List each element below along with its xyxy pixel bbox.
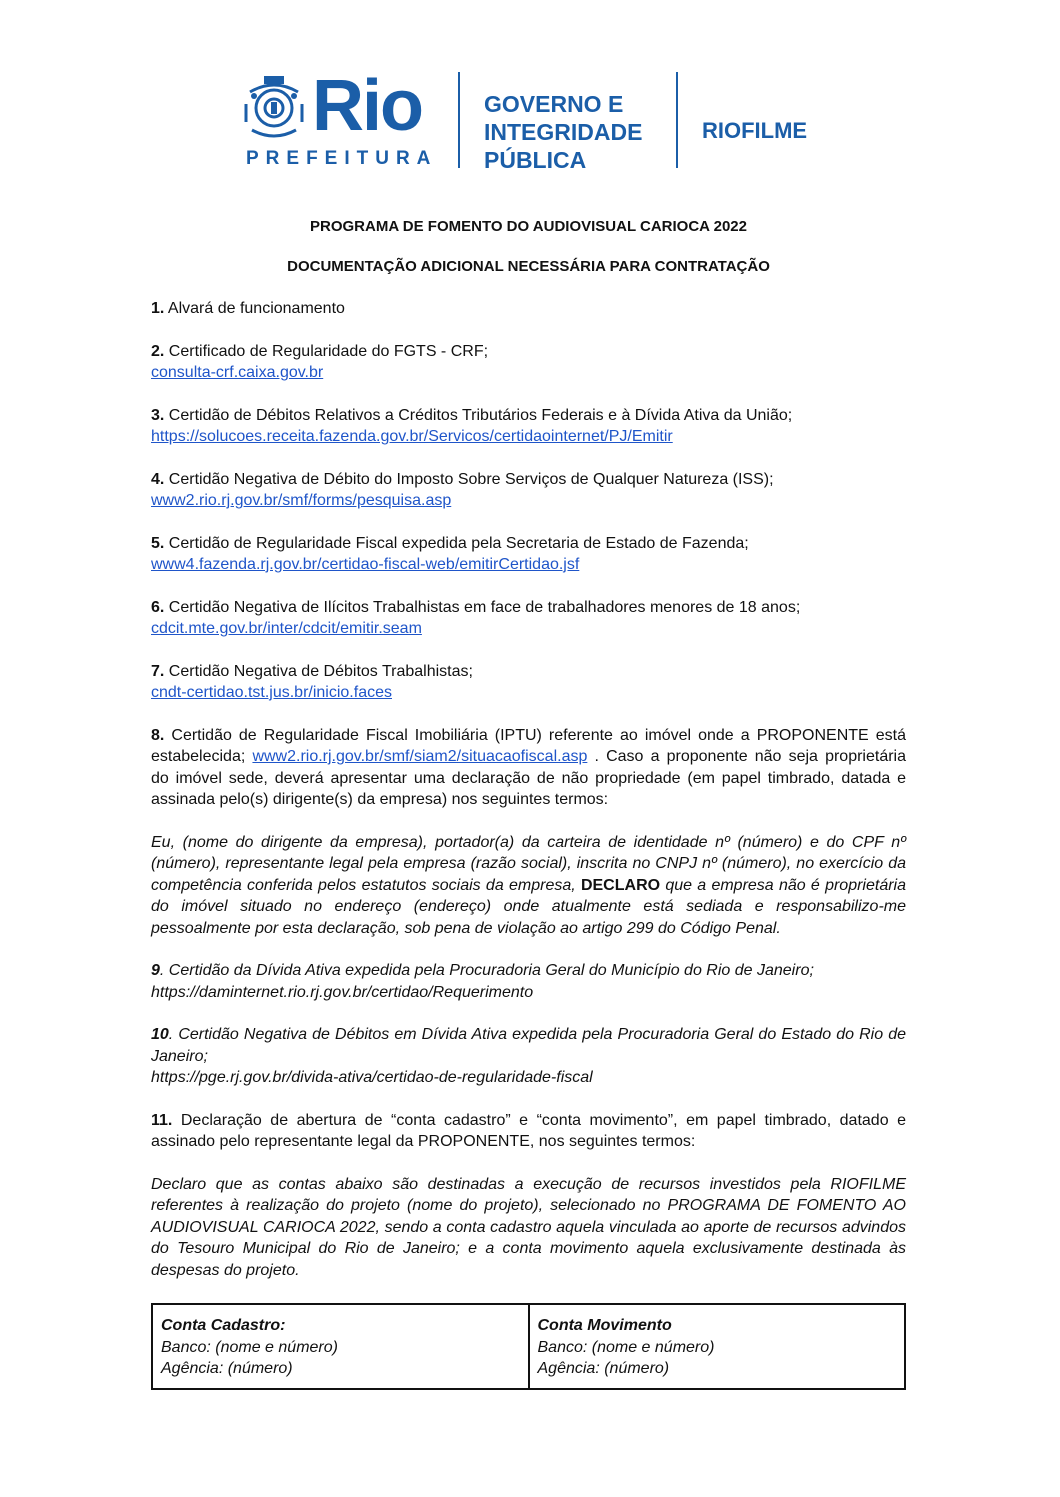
item-text: . Certidão Negativa de Débitos em Dívida Ativa expedida pela Procuradoria Geral do Estado do Rio de Janeiro; [151,1026,906,1065]
program-title: PROGRAMA DE FOMENTO DO AUDIOVISUAL CARIOCA 2022 [310,218,747,235]
list-item-6 [151,597,906,640]
item-link[interactable]: cdcit.mte.gov.br/inter/cdcit/emitir.seam [151,620,422,637]
item-text: Certidão Negativa de Ilícitos Trabalhistas em face de trabalhadores menores de 18 anos; [164,598,801,616]
list-item-3 [151,405,906,448]
item-text: . Certidão da Dívida Ativa expedida pela Procuradoria Geral do Município do Rio de Janeiro; [159,962,814,979]
cell-line: Banco: (nome e número) [161,1338,338,1356]
item-number: 10 [151,1026,169,1043]
item-text: Certidão de Regularidade Fiscal expedida pela Secretaria de Estado de Fazenda; [164,534,749,552]
item-link[interactable]: consulta-crf.caixa.gov.br [151,364,324,381]
item-number: 2. [151,342,165,360]
item-text: Certidão de Regularidade Fiscal Imobiliária (IPTU) referente ao imóvel onde a PROPONENTE está estabelecida; [151,726,906,765]
rio-wordmark: Rio [312,66,422,146]
list-item-10 [151,1024,906,1089]
prefeitura-rio-logo [240,66,440,170]
list-item-9 [151,960,906,1003]
item-url: https://daminternet.rio.rj.gov.br/certidao/Requerimento [151,983,534,1001]
list-item-11 [151,1110,906,1153]
list-item-2 [151,341,906,384]
list-item-5 [151,533,906,576]
non-property-declaration [151,832,906,940]
governo-integridade-label [484,90,642,174]
header-divider [676,72,678,168]
cell-line: Agência: (número) [161,1360,293,1377]
riofilme-label: RIOFILME [702,118,808,143]
item-link[interactable]: www4.fazenda.rj.gov.br/certidao-fiscal-web/emitirCertidao.jsf [151,556,580,573]
item-text: Declaração de abertura de “conta cadastro” e “conta movimento”, em papel timbrado, datado e assinado pelo representante legal da PROPONENTE, nos seguintes termos: [151,1111,906,1150]
cell-line: Agência: (número) [537,1360,670,1377]
item-number: 7. [151,662,165,680]
item-number: 1. [151,300,165,317]
declaration-text: Declaro que as contas abaixo são destinadas a execução de recursos investidos pela RIOFILME referentes à realização do projeto (nome do projeto), selecionado no PROGRAMA DE FOMENTO AO AUDIOVISUAL CARIOCA 2022, sendo a conta cadastro aquela vinculada ao aporte de recursos advindos do Tesouro Municipal do Rio de Janeiro; e a conta movimento aquela exclusivamente destinada às despesas do projeto. [151,1175,906,1279]
cell-line: Banco: (nome e número) [537,1338,715,1356]
declaration-text: Eu, (nome do dirigente da empresa), portador(a) da carteira de identidade nº (número) e do CPF nº (número), representante legal pela empresa (razão social), inscrita no CNPJ nº (número), no exercício da competência conferida pelos estatutos sociais da empresa, [151,833,906,894]
gov-line-2: INTEGRIDADE [484,119,643,145]
gov-line-3: PÚBLICA [484,147,587,173]
declaro-word: DECLARO [580,876,661,894]
item-number: 4. [151,470,165,488]
declaration-text: que a empresa não é proprietária do imóvel situado no endereço (endereço) onde atualmente está sediada e responsabilizo-me pessoalmente por esta declaração, sob pena de violação ao artigo 299 do Código Penal. [151,876,906,937]
document-body [151,216,906,1390]
cell-title: Conta Movimento [537,1317,672,1334]
accounts-table [151,1303,906,1390]
city-crest-icon [242,74,306,144]
header-divider [458,72,460,168]
item-link[interactable]: cndt-certidao.tst.jus.br/inicio.faces [151,684,392,701]
document-title: DOCUMENTAÇÃO ADICIONAL NECESSÁRIA PARA CONTRATAÇÃO [287,257,770,275]
item-url: https://pge.rj.gov.br/divida-ativa/certidao-de-regularidade-fiscal [151,1069,593,1086]
item-text: Certidão Negativa de Débitos Trabalhistas; [164,662,473,680]
letterhead [0,0,1060,200]
item-number: 6. [151,598,165,616]
item-text: Certificado de Regularidade do FGTS - CRF; [164,342,489,360]
cell-title: Conta Cadastro: [161,1317,286,1334]
list-item-1 [151,298,906,320]
conta-movimento-cell [529,1304,906,1389]
item-text: Certidão de Débitos Relativos a Créditos Tributários Federais e à Dívida Ativa da União; [164,406,793,424]
item-number: 9 [151,962,160,979]
item-text: . Caso a proponente não seja proprietária do imóvel sede, deverá apresentar uma declaração de não propriedade (em papel timbrado, datada e assinada pelo(s) dirigente(s) da empresa) nos seguintes termos: [151,748,907,808]
item-link[interactable]: https://solucoes.receita.fazenda.gov.br/Servicos/certidaointernet/PJ/Emitir [151,428,673,445]
item-text: Alvará de funcionamento [164,300,345,317]
conta-cadastro-cell [152,1304,529,1389]
item-number: 8. [151,726,165,744]
prefeitura-label: PREFEITURA [246,148,438,169]
item-link[interactable]: www2.rio.rj.gov.br/smf/forms/pesquisa.asp [151,492,452,509]
item-number: 3. [151,406,165,424]
list-item-8 [151,725,906,811]
accounts-declaration [151,1174,906,1282]
item-text: Certidão Negativa de Débito do Imposto Sobre Serviços de Qualquer Natureza (ISS); [164,470,774,488]
requirements-list [151,298,906,704]
list-item-4 [151,469,906,512]
item-link[interactable]: www2.rio.rj.gov.br/smf/siam2/situacaofiscal.asp [252,748,588,765]
item-number: 5. [151,534,165,552]
list-item-7 [151,661,906,704]
table-row [152,1304,905,1389]
gov-line-1: GOVERNO E [484,91,624,117]
item-number: 11. [151,1111,173,1129]
